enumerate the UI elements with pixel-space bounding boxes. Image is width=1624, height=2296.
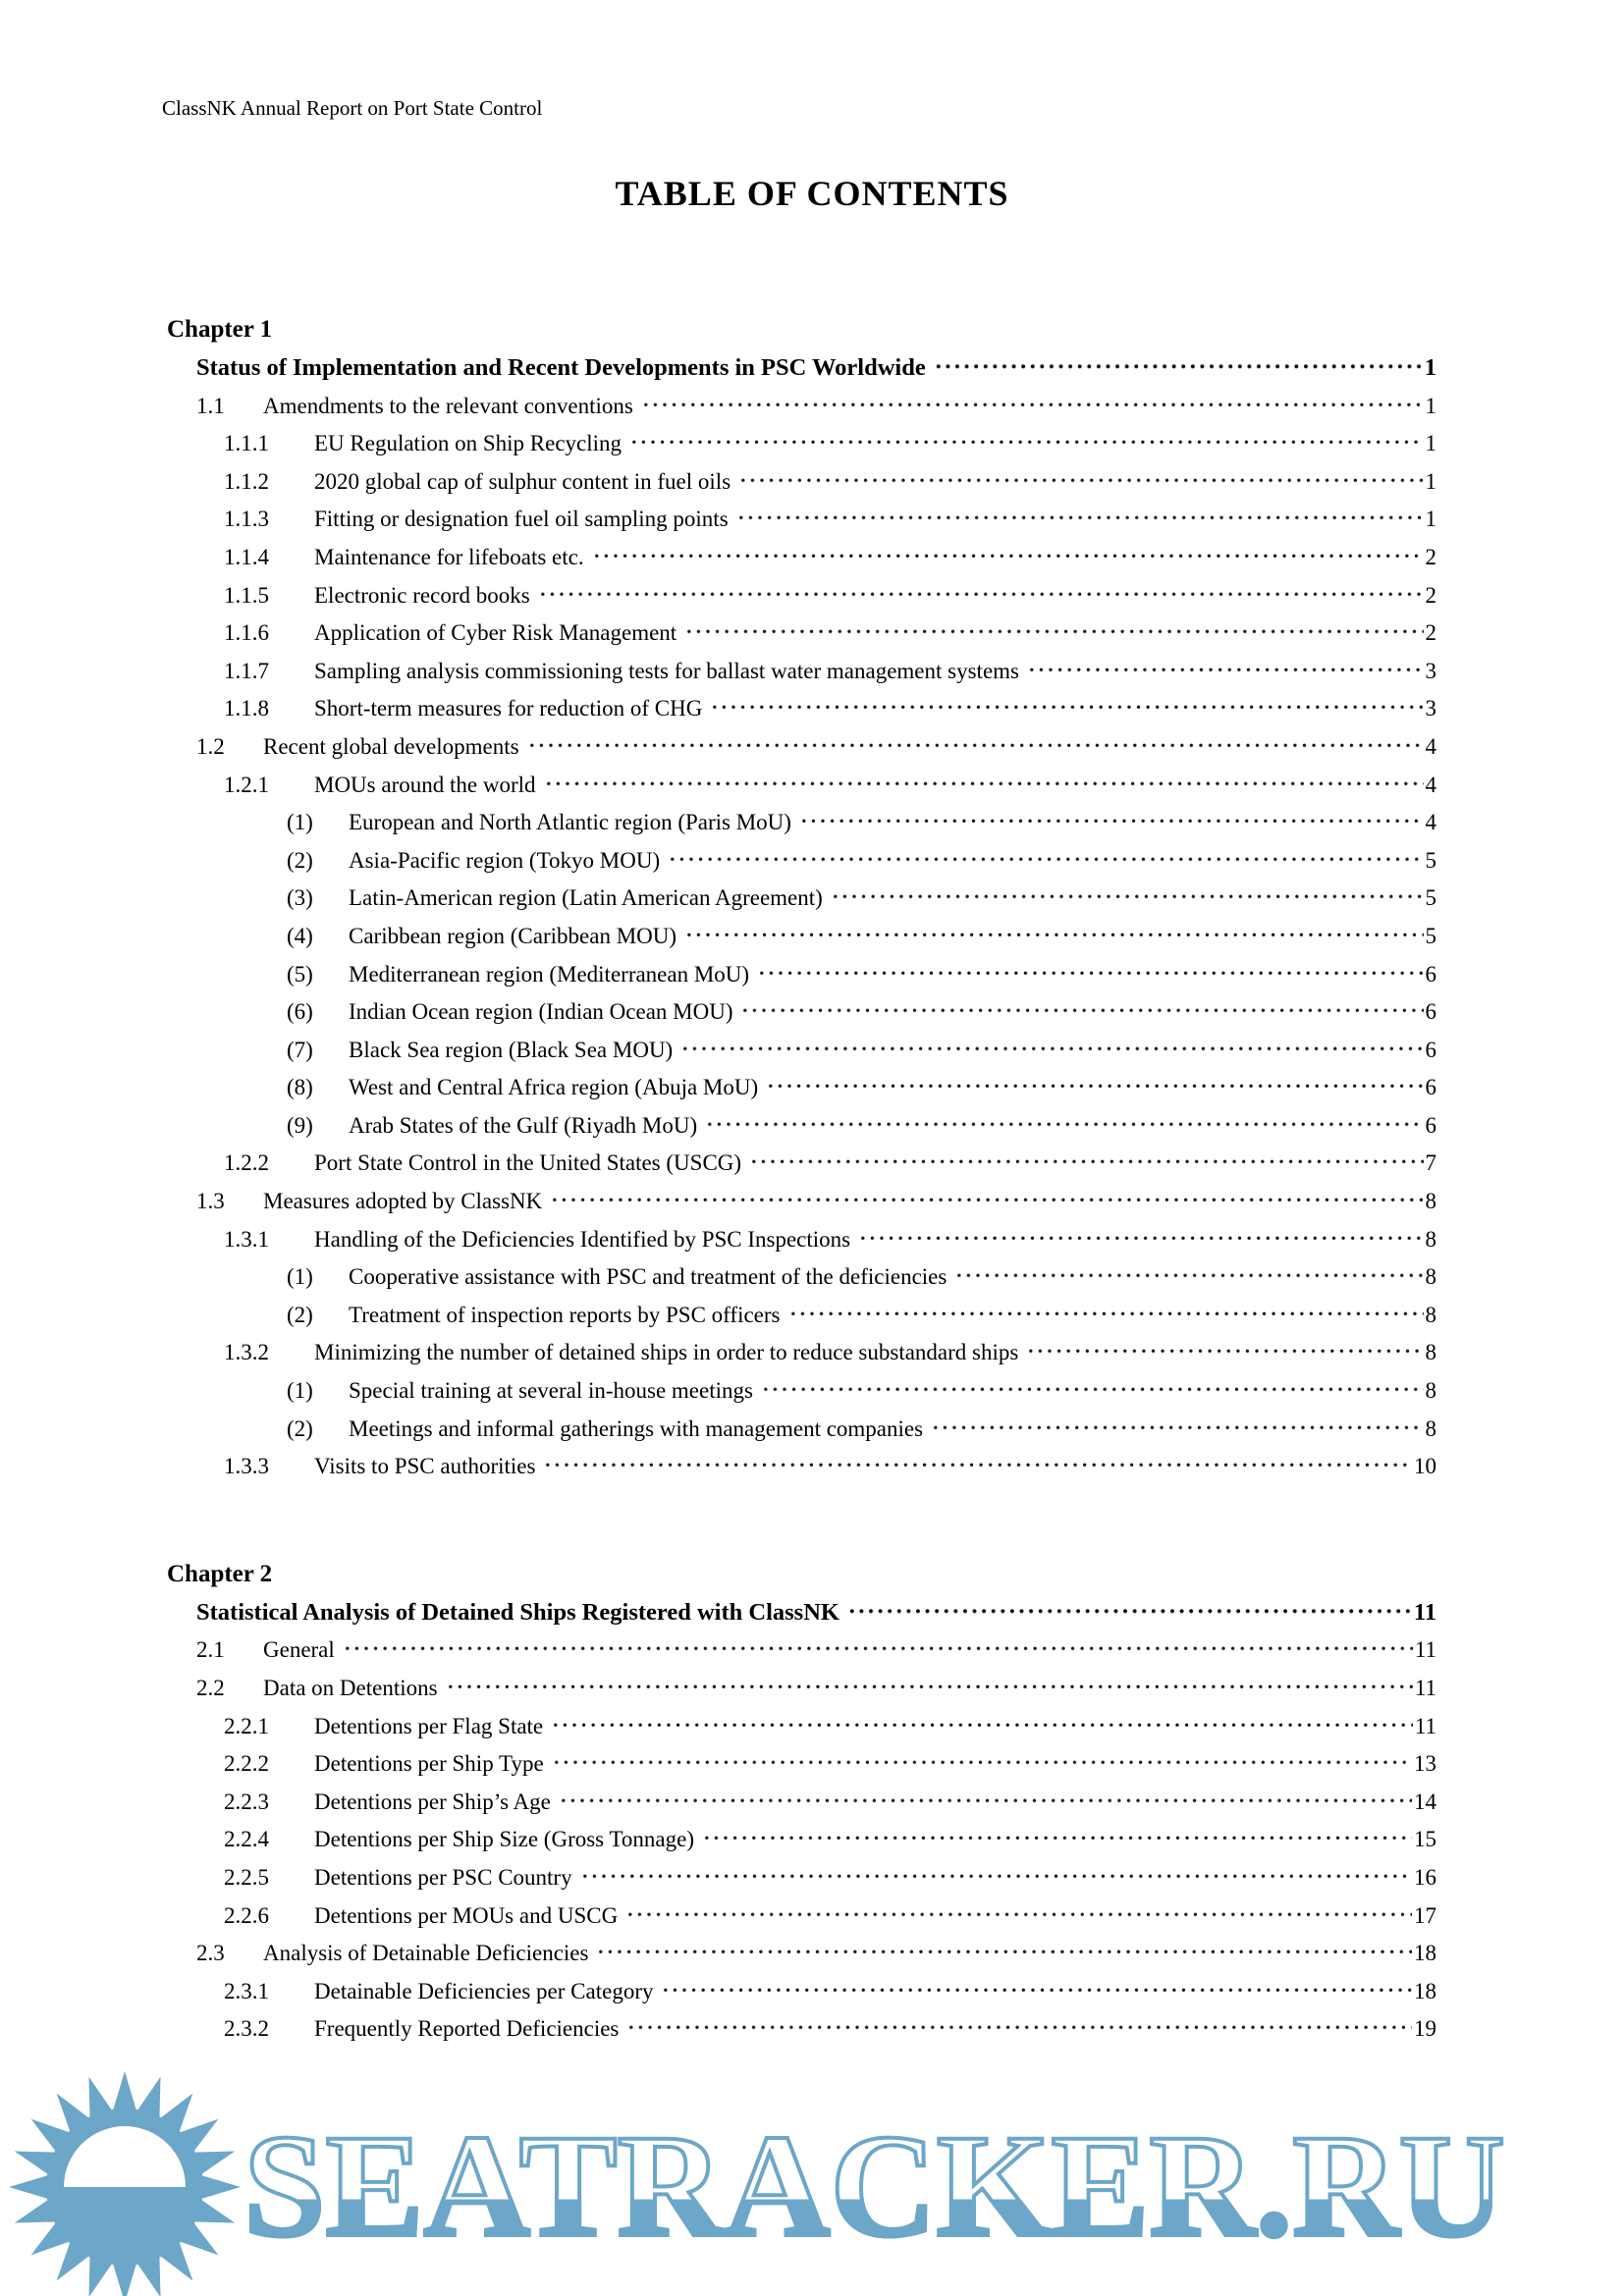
entry-title: Visits to PSC authorities	[314, 1454, 536, 1479]
entry-page: 14	[1414, 1789, 1436, 1814]
toc-entry	[167, 577, 1436, 615]
entry-page: 3	[1425, 696, 1436, 721]
dot-leader	[596, 1935, 1412, 1973]
entry-title: Sampling analysis commissioning tests for ballast water management systems	[314, 658, 1019, 683]
entry-number: (3)	[287, 885, 313, 911]
entry-page: 5	[1425, 923, 1436, 948]
chapter-title-row	[167, 1594, 1436, 1632]
entry-number: 1.3.2	[224, 1340, 269, 1365]
entry-number: (9)	[287, 1112, 313, 1138]
toc-entry	[167, 1372, 1436, 1411]
entry-page: 18	[1414, 1978, 1436, 2003]
dot-leader	[559, 1784, 1412, 1822]
toc-entry	[167, 690, 1436, 728]
entry-number: (8)	[287, 1075, 313, 1100]
chapter-label: Chapter 1	[167, 316, 273, 343]
entry-number: (2)	[287, 1302, 313, 1327]
dot-leader	[538, 577, 1424, 615]
entry-page: 8	[1425, 1415, 1436, 1441]
toc-entry	[167, 880, 1436, 918]
entry-title: Amendments to the relevant conventions	[263, 393, 633, 418]
entry-page: 15	[1414, 1827, 1436, 1852]
toc-entry	[167, 767, 1436, 805]
entry-number: 1.3	[196, 1189, 225, 1214]
toc-entry	[167, 614, 1436, 653]
dot-leader	[766, 1069, 1423, 1107]
entry-title: Recent global developments	[263, 733, 519, 759]
entry-number: 1.1.2	[224, 468, 269, 494]
entry-number: 1.1.1	[224, 431, 269, 456]
dot-leader	[954, 1258, 1423, 1297]
toc-entry	[167, 501, 1436, 539]
dot-leader	[550, 1183, 1423, 1221]
entry-number: 2.2.4	[224, 1827, 269, 1852]
toc-entry	[167, 804, 1436, 842]
entry-number: 2.2.1	[224, 1713, 269, 1738]
dot-leader	[761, 1372, 1424, 1411]
chapter-title-page: 1	[1424, 354, 1436, 381]
toc-entry	[167, 1221, 1436, 1259]
entry-number: 1.2.1	[224, 772, 269, 797]
entry-title: Handling of the Deficiencies Identified by PSC Inspections	[314, 1226, 851, 1252]
entry-page: 6	[1425, 1037, 1436, 1062]
dot-leader	[629, 425, 1423, 463]
entry-title: Electronic record books	[314, 582, 530, 608]
entry-page: 11	[1414, 1713, 1436, 1738]
dot-leader	[680, 1032, 1423, 1070]
entry-number: 2.1	[196, 1637, 225, 1663]
entry-page: 19	[1414, 2016, 1436, 2042]
entry-number: 1.3.1	[224, 1226, 269, 1252]
entry-number: 1.3.3	[224, 1454, 269, 1479]
entry-page: 17	[1414, 1902, 1436, 1928]
entry-title: Maintenance for lifeboats etc.	[314, 544, 584, 569]
toc-entry	[167, 1670, 1436, 1708]
entry-title: Mediterranean region (Mediterranean MoU)	[349, 961, 750, 987]
entry-number: (4)	[287, 923, 313, 948]
entry-number: (1)	[287, 810, 313, 835]
entry-number: 1.1.3	[224, 507, 269, 532]
entry-title: Analysis of Detainable Deficiencies	[263, 1941, 589, 1966]
entry-number: 1.1.5	[224, 582, 269, 608]
toc-entry	[167, 1411, 1436, 1449]
toc-entry	[167, 1973, 1436, 2011]
dot-leader	[934, 349, 1423, 388]
dot-leader	[544, 767, 1424, 805]
dot-leader	[749, 1145, 1423, 1183]
toc-entry	[167, 918, 1436, 956]
dot-leader	[668, 842, 1423, 881]
dot-leader	[757, 956, 1423, 994]
entry-number: 2.2.2	[224, 1751, 269, 1777]
entry-page: 8	[1425, 1340, 1436, 1365]
entry-title: MOUs around the world	[314, 772, 536, 797]
entry-title: Detentions per PSC Country	[314, 1864, 572, 1890]
chapter-block	[167, 310, 1436, 1486]
entry-number: 2.2	[196, 1676, 225, 1700]
entry-page: 7	[1425, 1150, 1436, 1176]
entry-title: Detentions per Ship Size (Gross Tonnage)	[314, 1827, 694, 1852]
entry-page: 1	[1425, 431, 1436, 456]
toc-entry	[167, 539, 1436, 577]
entry-number: 2.2.3	[224, 1789, 269, 1814]
entry-number: 2.3.1	[224, 1978, 269, 2003]
entry-title: EU Regulation on Ship Recycling	[314, 431, 623, 456]
running-header: ClassNK Annual Report on Port State Control	[162, 96, 543, 120]
entry-page: 2	[1425, 544, 1436, 569]
entry-number: (2)	[287, 1415, 313, 1441]
dot-leader	[551, 1708, 1413, 1746]
entry-number: (1)	[287, 1378, 313, 1404]
toc-entry	[167, 993, 1436, 1032]
entry-title: Latin-American region (Latin American Agreement)	[349, 885, 823, 911]
toc-entry	[167, 1708, 1436, 1746]
chapter-title: Status of Implementation and Recent Developments in PSC Worldwide	[196, 354, 926, 381]
dot-leader	[705, 1107, 1423, 1146]
toc-entry	[167, 1069, 1436, 1107]
dot-leader	[580, 1859, 1412, 1897]
dot-leader	[446, 1670, 1413, 1708]
dot-leader	[552, 1745, 1412, 1784]
chapter-label: Chapter 2	[167, 1560, 273, 1587]
toc-entry	[167, 1183, 1436, 1221]
entry-page: 1	[1425, 507, 1436, 532]
entry-title: Detentions per MOUs and USCG	[314, 1902, 619, 1928]
entry-number: 1.1.6	[224, 620, 269, 646]
entry-title: 2020 global cap of sulphur content in fuel oils	[314, 468, 731, 494]
entry-page: 8	[1425, 1189, 1436, 1214]
entry-page: 16	[1414, 1864, 1436, 1890]
entry-number: (1)	[287, 1264, 313, 1290]
entry-title: Fitting or designation fuel oil sampling points	[314, 507, 729, 532]
dot-leader	[625, 1897, 1412, 1936]
dot-leader	[831, 880, 1424, 918]
entry-title: Cooperative assistance with PSC and treatment of the deficiencies	[349, 1264, 947, 1290]
entry-title: Frequently Reported Deficiencies	[314, 2016, 620, 2042]
dot-leader	[847, 1594, 1412, 1632]
entry-title: Meetings and informal gatherings with management companies	[349, 1415, 924, 1441]
entry-page: 3	[1425, 658, 1436, 683]
entry-page: 11	[1414, 1637, 1436, 1663]
dot-leader	[527, 728, 1424, 767]
entry-number: 2.3.2	[224, 2016, 269, 2042]
dot-leader	[799, 804, 1424, 842]
toc-entry	[167, 463, 1436, 502]
dot-leader	[702, 1821, 1412, 1859]
entry-title: Port State Control in the United States (USCG)	[314, 1150, 742, 1176]
toc-entry	[167, 388, 1436, 426]
dot-leader	[343, 1631, 1413, 1670]
entry-page: 1	[1425, 468, 1436, 494]
entry-number: 1.2.2	[224, 1150, 269, 1176]
entry-page: 4	[1425, 772, 1436, 797]
entry-title: Indian Ocean region (Indian Ocean MOU)	[349, 999, 733, 1025]
entry-number: 1.1.7	[224, 658, 269, 683]
dot-leader	[736, 501, 1424, 539]
dot-leader	[931, 1411, 1423, 1449]
entry-title: Detentions per Ship’s Age	[314, 1789, 551, 1814]
entry-title: Minimizing the number of detained ships in order to reduce substandard ships	[314, 1340, 1019, 1365]
entry-title: Arab States of the Gulf (Riyadh MoU)	[349, 1112, 698, 1138]
entry-page: 8	[1425, 1264, 1436, 1290]
entry-number: 1.2	[196, 733, 225, 759]
entry-page: 8	[1425, 1378, 1436, 1404]
entry-number: 2.2.6	[224, 1902, 269, 1928]
entry-page: 1	[1425, 393, 1436, 418]
entry-number: 2.3	[196, 1941, 225, 1966]
entry-page: 5	[1425, 885, 1436, 911]
chapter-title-row	[167, 349, 1436, 388]
toc-entry	[167, 653, 1436, 691]
dot-leader	[684, 918, 1423, 956]
entry-title: Black Sea region (Black Sea MOU)	[349, 1037, 674, 1062]
entry-page: 6	[1425, 961, 1436, 987]
entry-title: Caribbean region (Caribbean MOU)	[349, 923, 677, 948]
dot-leader	[543, 1448, 1412, 1486]
entry-page: 2	[1425, 582, 1436, 608]
entry-page: 4	[1425, 810, 1436, 835]
toc-entry	[167, 1935, 1436, 1973]
entry-title: Detentions per Flag State	[314, 1713, 544, 1738]
entry-number: 2.2.5	[224, 1864, 269, 1890]
toc-entry	[167, 1258, 1436, 1297]
dot-leader	[626, 2010, 1412, 2049]
toc	[167, 310, 1436, 2049]
toc-entry	[167, 1821, 1436, 1859]
entry-page: 6	[1425, 1112, 1436, 1138]
entry-number: (2)	[287, 847, 313, 873]
entry-title: European and North Atlantic region (Paris MoU)	[349, 810, 791, 835]
entry-page: 8	[1425, 1302, 1436, 1327]
entry-title: Detainable Deficiencies per Category	[314, 1978, 654, 2003]
toc-entry	[167, 1107, 1436, 1146]
toc-entry	[167, 1334, 1436, 1372]
dot-leader	[641, 388, 1424, 426]
dot-leader	[592, 539, 1424, 577]
entry-number: 1.1	[196, 393, 225, 418]
entry-title: Short-term measures for reduction of CHG	[314, 696, 703, 721]
toc-entry	[167, 842, 1436, 881]
dot-leader	[1027, 653, 1424, 691]
toc-entry	[167, 1784, 1436, 1822]
toc-entry	[167, 425, 1436, 463]
entry-number: 1.1.4	[224, 544, 269, 569]
entry-title: West and Central Africa region (Abuja MoU)	[349, 1075, 759, 1100]
entry-page: 2	[1425, 620, 1436, 646]
toc-entry	[167, 1897, 1436, 1936]
entry-title: Special training at several in-house meetings	[349, 1378, 753, 1404]
watermark-text: SEATRACKER.RU	[244, 2105, 1505, 2268]
toc-entry	[167, 1032, 1436, 1070]
entry-page: 4	[1425, 733, 1436, 759]
dot-leader	[740, 993, 1423, 1032]
toc-entry	[167, 1745, 1436, 1784]
entry-page: 11	[1414, 1676, 1436, 1700]
dot-leader	[684, 614, 1423, 653]
toc-entry	[167, 956, 1436, 994]
entry-page: 6	[1425, 1075, 1436, 1100]
toc-entry	[167, 1145, 1436, 1183]
chapter-title: Statistical Analysis of Detained Ships Registered with ClassNK	[196, 1598, 839, 1626]
toc-entry	[167, 1631, 1436, 1670]
entry-number: 1.1.8	[224, 696, 269, 721]
entry-title: Data on Detentions	[263, 1676, 438, 1700]
entry-title: Application of Cyber Risk Management	[314, 620, 677, 646]
chapter-title-page: 11	[1413, 1598, 1436, 1626]
toc-entry	[167, 1859, 1436, 1897]
toc-entry	[167, 1297, 1436, 1335]
dot-leader	[710, 690, 1423, 728]
toc-entry	[167, 728, 1436, 767]
entry-page: 10	[1414, 1454, 1436, 1479]
entry-page: 6	[1425, 999, 1436, 1025]
dot-leader	[738, 463, 1423, 502]
chapter-block	[167, 1555, 1436, 2049]
entry-title: Detentions per Ship Type	[314, 1751, 544, 1777]
entry-page: 5	[1425, 847, 1436, 873]
entry-number: (7)	[287, 1037, 313, 1062]
page-title: TABLE OF CONTENTS	[615, 174, 1009, 213]
entry-title: General	[263, 1637, 335, 1663]
entry-number: (6)	[287, 999, 313, 1025]
entry-page: 18	[1414, 1941, 1436, 1966]
dot-leader	[661, 1973, 1412, 2011]
entry-title: Treatment of inspection reports by PSC officers	[349, 1302, 781, 1327]
dot-leader	[788, 1297, 1424, 1335]
entry-title: Measures adopted by ClassNK	[263, 1189, 543, 1214]
entry-page: 13	[1414, 1751, 1436, 1777]
toc-entry	[167, 2010, 1436, 2049]
dot-leader	[858, 1221, 1423, 1259]
entry-number: (5)	[287, 961, 313, 987]
entry-page: 8	[1425, 1226, 1436, 1252]
entry-title: Asia-Pacific region (Tokyo MOU)	[349, 847, 661, 873]
sun-icon	[7, 2069, 243, 2296]
dot-leader	[1026, 1334, 1423, 1372]
toc-entry	[167, 1448, 1436, 1486]
